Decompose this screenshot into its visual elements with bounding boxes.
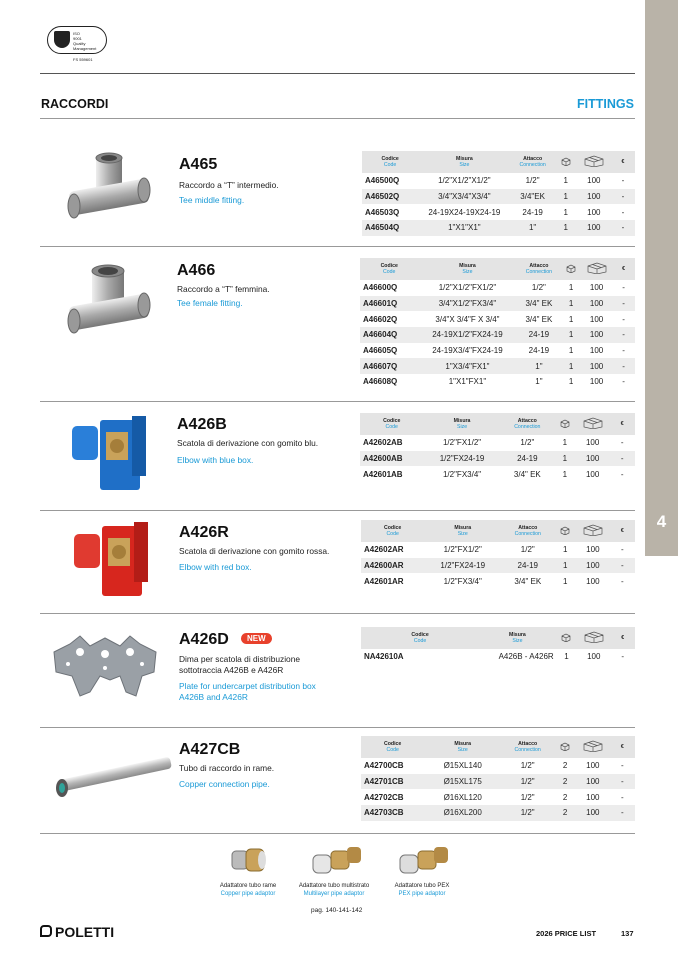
product-desc-en: Copper connection pipe. xyxy=(179,779,270,789)
adapter-image xyxy=(228,845,270,873)
table-row[interactable]: A46500Q 1/2"X1/2"X1/2" 1/2" 1 100 - xyxy=(365,176,625,186)
table-row[interactable]: A42700CB Ø15XL140 1/2" 2 100 - xyxy=(364,761,624,771)
table-row[interactable]: A42703CB Ø16XL200 1/2" 2 100 - xyxy=(361,805,635,821)
product-title: A465 xyxy=(179,156,218,173)
poletti-logo-icon xyxy=(40,925,52,937)
price-list-label: 2026 PRICE LIST xyxy=(536,929,597,938)
product-desc-en: Tee middle fitting. xyxy=(179,195,245,205)
new-badge: NEW xyxy=(241,633,272,644)
table-row[interactable]: A42600AR 1/2"FX24-19 24-19 1 100 - xyxy=(361,558,635,574)
chapter-number: 4 xyxy=(656,512,667,531)
product-desc-en: Elbow with blue box. xyxy=(177,455,254,465)
table-row[interactable]: NA42610A A426B - A426R 1 100 - xyxy=(364,652,625,662)
product-desc-en: Elbow with red box. xyxy=(179,562,252,572)
single-box-icon xyxy=(560,526,570,537)
product-desc-it: Dima per scatola di distribuzione sottotraccia A426B e A426R xyxy=(179,654,301,675)
brand-logo[interactable]: POLETTI xyxy=(55,924,115,940)
carton-box-icon xyxy=(583,524,603,538)
product-table: Codice Code Misura Size Attacco Connection € A42700CB Ø15XL140 1/2" 2 100 - A42701CB Ø15XL175 1/2" 2 100 - A42702CB Ø16XL120 1/2" 2 100 - A42703CB Ø16XL200 1/2" 2 100 - xyxy=(361,736,635,821)
product-desc-en: Plate for undercarpet distribution box A426B and A426R xyxy=(179,681,316,702)
product-title: A427CB xyxy=(179,741,241,758)
copper-pipe-image xyxy=(48,752,174,802)
product-desc-it: Raccordo a “T” femmina. xyxy=(177,284,270,294)
adapter-label: Adattatore tubo PEX PEX pipe adaptor xyxy=(394,883,450,897)
page-number: 137 xyxy=(621,929,634,938)
page-reference: pag. 140-141-142 xyxy=(311,907,363,914)
product-title: A466 xyxy=(177,262,216,279)
product-desc-it: Raccordo a “T” intermedio. xyxy=(179,180,279,190)
single-box-icon xyxy=(566,264,576,275)
table-row[interactable]: A46602Q 3/4"X 3/4"F X 3/4" 3/4" EK 1 100 - xyxy=(363,314,625,324)
cert-code: FS 559601 xyxy=(73,57,93,62)
table-row[interactable]: A46604Q 24-19X1/2"FX24-19 24-19 1 100 - xyxy=(360,327,635,343)
table-row[interactable]: A46504Q 1"X1"X1" 1" 1 100 - xyxy=(362,220,635,236)
section-title-en: FITTINGS xyxy=(577,97,634,111)
product-desc-it: Scatola di derivazione con gomito rossa. xyxy=(179,546,330,556)
table-row[interactable]: A42602AB 1/2"FX1/2" 1/2" 1 100 - xyxy=(363,438,624,448)
adapter-image xyxy=(311,845,363,875)
table-row[interactable]: A46600Q 1/2"X1/2"FX1/2" 1/2" 1 100 - xyxy=(363,283,625,293)
adapter-label: Adattatore tubo rame Copper pipe adaptor xyxy=(219,883,277,897)
table-row[interactable]: A42601AB 1/2"FX3/4" 3/4" EK 1 100 - xyxy=(363,469,624,479)
carton-box-icon xyxy=(583,417,603,431)
table-row[interactable]: A46503Q 24-19X24-19X24-19 24-19 1 100 - xyxy=(365,207,625,217)
adapter-image xyxy=(398,845,450,875)
single-box-icon xyxy=(561,157,571,168)
single-box-icon xyxy=(561,633,571,644)
red-box-image xyxy=(72,520,152,600)
section-title-it: RACCORDI xyxy=(41,97,109,111)
iso-certification-icon: ISO 9001 Quality Management xyxy=(47,26,107,54)
table-row[interactable]: A42601AR 1/2"FX3/4" 3/4" EK 1 100 - xyxy=(364,576,624,586)
carton-box-icon xyxy=(584,631,604,645)
template-plate-image xyxy=(50,632,160,702)
product-table: Codice Code Misura Size Attacco Connection € A42602AB 1/2"FX1/2" 1/2" 1 100 - A42600AB 1/2"FX24-19 24-19 1 100 - A42601AB 1/2"FX3/4" 3/4" EK 1 100 - xyxy=(360,413,635,482)
chapter-tab[interactable] xyxy=(645,0,678,556)
adapter-label: Adattatore tubo multistrato Multilayer pipe adaptor xyxy=(298,883,370,897)
tee-fitting-image xyxy=(62,150,154,225)
tee-fitting-image xyxy=(62,262,154,340)
table-row[interactable]: A42701CB Ø15XL175 1/2" 2 100 - xyxy=(361,774,635,790)
product-desc-it: Scatola di derivazione con gomito blu. xyxy=(177,438,319,448)
product-desc-en: Tee female fitting. xyxy=(177,298,243,308)
table-row[interactable]: A46605Q 24-19X3/4"FX24-19 24-19 1 100 - xyxy=(363,346,625,356)
table-row[interactable]: A42602AR 1/2"FX1/2" 1/2" 1 100 - xyxy=(364,545,624,555)
table-row[interactable]: A46607Q 1"X3/4"FX1" 1" 1 100 - xyxy=(360,358,635,374)
product-desc-it: Tubo di raccordo in rame. xyxy=(179,763,275,773)
carton-box-icon xyxy=(584,155,604,169)
product-title: A426R xyxy=(179,524,229,541)
product-title: A426D xyxy=(179,631,229,648)
table-row[interactable]: A46608Q 1"X1"FX1" 1" 1 100 - xyxy=(363,377,625,387)
table-row[interactable]: A42600AB 1/2"FX24-19 24-19 1 100 - xyxy=(360,451,635,467)
table-row[interactable]: A42702CB Ø16XL120 1/2" 2 100 - xyxy=(364,792,624,802)
single-box-icon xyxy=(560,419,570,430)
single-box-icon xyxy=(560,742,570,753)
product-table: Codice Code Misura Size Attacco Connection € A46600Q 1/2"X1/2"FX1/2" 1/2" 1 100 - A46601Q 3/4"X1/2"FX3/4" 3/4" EK 1 100 - A46602Q 3/4"X 3/4"F X 3/4" 3/4" EK 1 100 - A46604Q 24-19X1/2"FX24-19 24-19 1 100 - A46605Q 24-19X3/4"FX24-19 24-19 1 100 - A46607Q 1"X3/4"FX1" 1" 1 100 - A46608Q 1"X1"FX1" 1" 1 100 - xyxy=(360,258,635,390)
product-table: Codice Code Misura Size Attacco Connection € A42602AR 1/2"FX1/2" 1/2" 1 100 - A42600AR 1/2"FX24-19 24-19 1 100 - A42601AR 1/2"FX3/4" 3/4" EK 1 100 - xyxy=(361,520,635,589)
product-title: A426B xyxy=(177,416,227,433)
table-row[interactable]: A46502Q 3/4"X3/4"X3/4" 3/4"EK 1 100 - xyxy=(362,189,635,205)
table-row[interactable]: A46601Q 3/4"X1/2"FX3/4" 3/4" EK 1 100 - xyxy=(360,296,635,312)
blue-box-image xyxy=(70,414,150,492)
carton-box-icon xyxy=(583,740,603,754)
carton-box-icon xyxy=(587,262,607,276)
product-table: Codice Code Misura Size Attacco Connection € A46500Q 1/2"X1/2"X1/2" 1/2" 1 100 - A46502Q 3/4"X3/4"X3/4" 3/4"EK 1 100 - A46503Q 24-19X24-19X24-19 24-19 1 100 - A46504Q 1"X1"X1" 1" 1 100 - xyxy=(362,151,635,236)
product-table: Codice Code Misura Size € NA42610A A426B - A426R 1 100 - xyxy=(361,627,635,665)
